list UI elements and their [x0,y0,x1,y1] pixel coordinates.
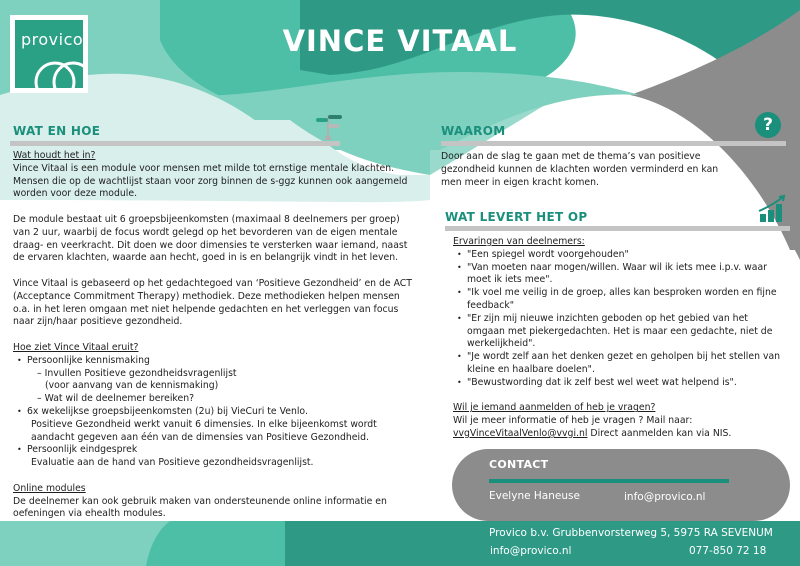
direct-aanmelden-text: Direct aanmelden kan via NIS. [587,427,732,439]
contact-name: Evelyne Haneuse [489,490,580,502]
quotes-list [453,249,788,390]
section-heading-wat-levert-het-op: WAT LEVERT HET OP [445,210,588,224]
contact-email[interactable]: info@provico.nl [624,491,706,503]
growth-chart-icon [758,194,786,224]
paragraph-intro: Vince Vitaal is een module voor mensen met milde tot ernstige mentale klachten. Mensen die op de wachtlijst staan voor zorg binnen de s-ggz kunnen ook aangemeld worden voor deze module. [13,162,408,200]
section-heading-wat-en-hoe: WAT EN HOE [13,124,101,138]
steps-list [13,355,418,470]
paragraph-online: De deelnemer kan ook gebruik maken van ondersteunende online informatie en oefeningen via ehealth modules. [13,495,387,520]
list-item: • "Van moeten naar mogen/willen. Waar wil ik iets mee i.p.v. waar moet ik iets mee". [453,262,788,288]
contact-divider [489,479,729,483]
info-text: Wil je meer informatie of heb je vragen ? Mail naar: [453,415,693,427]
contact-heading: CONTACT [489,458,549,471]
logo-text: provico [21,30,83,49]
subheading-aanmelden: Wil je iemand aanmelden of heb je vragen? [453,402,656,414]
list-item: • "Er zijn mij nieuwe inzichten geboden op het gebied van het omgaan met piekergedachten. Het is maar een gedachte, niet de werkelijkheid". [453,313,788,351]
signpost-icon [314,112,344,142]
subheading-online-modules: Online modules [13,482,86,494]
list-item: • "Bewustwording dat ik zelf best wel weet wat helpend is". [453,377,788,390]
footer-address: Provico b.v. Grubbenvorsterweg 5, 5975 RA SEVENUM [489,527,773,539]
subheading-hoe-ziet-het-eruit: Hoe ziet Vince Vitaal eruit? [13,341,139,353]
section-heading-waarom: WAAROM [441,124,506,138]
wat-en-hoe-body [13,150,418,521]
footer-email[interactable]: info@provico.nl [490,545,572,557]
list-item: • "Ik voel me veilig in de groep, alles kan besproken worden en fijne feedback" [453,287,788,313]
footer-shape-light [0,521,170,566]
list-item: (voor aanvang van de kennismaking) [45,380,219,392]
waarom-text: Door aan de slag te gaan met de thema’s van positieve gezondheid kunnen de klachten worden verminderd en kan men meer in eigen kracht komen. [441,151,719,188]
list-item: • Persoonlijk eindgesprek [13,444,418,457]
list-item: Positieve Gezondheid werkt vanuit 6 dimensies. In elke bijeenkomst wordt aandacht gegeven aan één van de dimensies van Positieve Gezondheid. [31,418,377,443]
section-divider [441,141,786,146]
footer-phone: 077-850 72 18 [689,545,767,557]
list-item: • 6x wekelijkse groepsbijeenkomsten (2u) bij VieCuri te Venlo. [13,406,418,419]
section-divider [445,226,790,231]
list-item: – Invullen Positieve gezondheidsvragenlijst [37,367,237,379]
list-item: • "Je wordt zelf aan het denken gezet en geholpen bij het stellen van kleine en haalbare doelen". [453,351,788,377]
section-divider [10,141,340,146]
wat-levert-body [453,236,788,441]
list-item: • "Een spiegel wordt voorgehouden" [453,249,788,262]
subheading-wat-houdt-het-in: Wat houdt het in? [13,150,96,161]
paragraph-basis: Vince Vitaal is gebaseerd op het gedachtegoed van ‘Positieve Gezondheid’ en de ACT (Acceptance Commitment Therapy) methodiek. Deze methodieken helpen mensen o.a. in het leren omgaan met niet helpende gedachten en het verleggen van focus naar zijn/haar positieve gezondheid. [13,277,412,328]
paragraph-module: De module bestaat uit 6 groepsbijeenkomsten (maximaal 8 deelnemers per groep) van 2 uur, waarbij de focus wordt gelegd op het bevorderen van de eigen mentale draag- en veerkracht. Dit doen we door dimensies te versterken waar iemand, naast de ervaren klachten, waarde aan hecht, goed in is en belangrijk vindt in het leven. [13,213,408,264]
email-link[interactable]: vvgVinceVitaalVenlo@vvgi.nl [453,427,588,439]
list-item: – Wat wil de deelnemer bereiken? [37,393,195,405]
list-item: • Persoonlijke kennismaking [13,355,418,368]
list-item: Evaluatie aan de hand van Positieve gezondheidsvragenlijst. [31,457,314,469]
question-mark-icon: ? [755,112,781,138]
email-line [453,428,788,441]
subheading-ervaringen: Ervaringen van deelnemers: [453,236,585,247]
page-title: VINCE VITAAL [282,24,518,58]
